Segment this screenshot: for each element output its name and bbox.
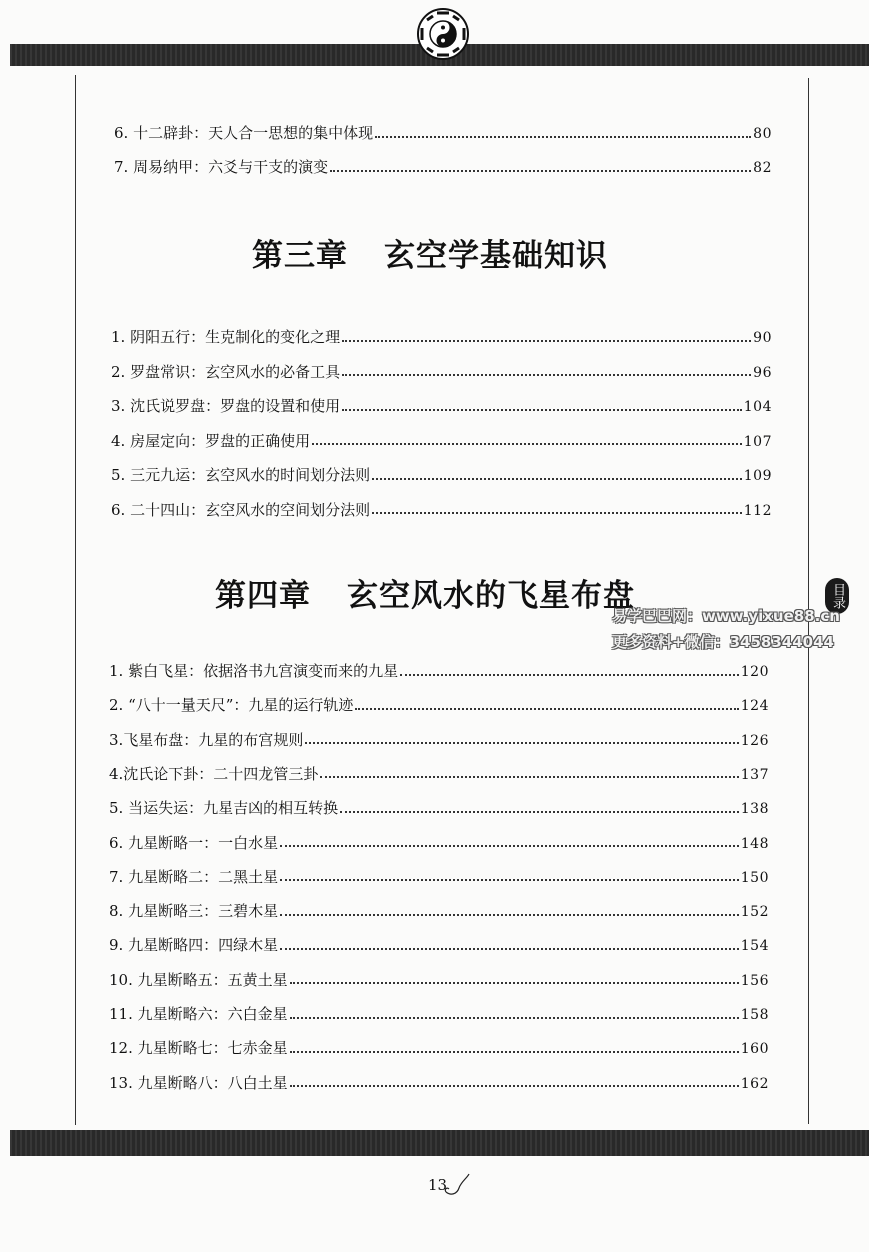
toc-entry-page: 120	[740, 664, 769, 680]
toc-entry-page: 150	[740, 869, 769, 886]
toc-entry-title: 11. 九星断略六：六白金星	[109, 1005, 288, 1023]
toc-entry-title: 2. 罗盘常识：玄空风水的必备工具	[111, 362, 341, 381]
toc-entry	[109, 763, 769, 784]
dot-leader	[400, 674, 739, 676]
toc-entry-page: 162	[740, 1075, 769, 1092]
dot-leader	[290, 1085, 739, 1087]
dot-leader	[372, 478, 742, 480]
swirl-ornament-icon	[443, 1172, 471, 1198]
toc-entry-title: 12. 九星断略七：七赤金星	[109, 1039, 288, 1058]
toc-entry	[109, 866, 769, 887]
dot-leader	[290, 1051, 739, 1053]
dot-leader	[280, 914, 739, 916]
toc-entry-page: 160	[740, 1041, 769, 1058]
toc-entry-page: 82	[753, 160, 772, 176]
toc-entry-page: 107	[743, 433, 772, 450]
chapter-3-number: 第三章	[252, 238, 348, 274]
watermark-line-1: 易学巴巴网：www.yixue88.cn	[612, 607, 840, 625]
toc-entry	[109, 729, 769, 750]
toc-entry-title: 3. 沈氏说罗盘：罗盘的设置和使用	[111, 397, 341, 415]
toc-entry-page: 152	[740, 904, 769, 921]
toc-entry-title: 1. 紫白飞星：依据洛书九宫演变而来的九星	[109, 662, 399, 680]
dot-leader	[312, 443, 742, 445]
dot-leader	[280, 845, 739, 847]
toc-entry-page: 124	[740, 698, 769, 715]
dot-leader	[280, 879, 739, 881]
watermark-line-2: 更多资料+微信：3458344044	[612, 633, 834, 651]
toc-entry-title: 3.飞星布盘：九星的布宫规则	[109, 730, 304, 749]
toc-entry-page: 80	[753, 126, 772, 142]
dot-leader	[355, 708, 738, 710]
chapter-4-title: 玄空风水的飞星布盘	[347, 578, 635, 614]
toc-entry-title: 5. 三元九运：玄空风水的时间划分法则	[111, 466, 371, 484]
dot-leader	[290, 982, 739, 984]
toc-entry	[111, 430, 772, 451]
toc-entry-title: 10. 九星断略五：五黄土星	[109, 970, 288, 989]
bagua-emblem-icon	[417, 8, 469, 60]
toc-entry-page: 126	[740, 732, 769, 749]
chapter-4-heading	[215, 570, 635, 615]
toc-entry-page: 158	[740, 1007, 769, 1023]
toc-entry-title: 4.沈氏论下卦：二十四龙管三卦	[109, 764, 319, 783]
toc-entry-page: 90	[753, 330, 772, 346]
toc-entry	[111, 395, 772, 416]
toc-entry-title: 7. 九星断略二：二黑土星	[109, 867, 279, 886]
toc-entry-title: 6. 九星断略一：一白水星	[109, 833, 279, 852]
toc-entry-page: 154	[740, 938, 769, 955]
toc-entry	[109, 1072, 769, 1093]
toc-entry-title: 6. 二十四山：玄空风水的空间划分法则	[111, 500, 371, 519]
right-margin-line	[808, 78, 809, 1124]
toc-entry-page: 96	[753, 364, 772, 381]
dot-leader	[320, 776, 738, 778]
toc-entry-title: 7. 周易纳甲：六爻与干支的演变	[114, 158, 329, 176]
toc-entry-title: 13. 九星断略八：八白土星	[109, 1073, 288, 1092]
toc-entry	[111, 361, 772, 382]
toc-entry-page: 148	[740, 835, 769, 852]
toc-entry-title: 4. 房屋定向：罗盘的正确使用	[111, 431, 311, 450]
toc-entry	[111, 499, 772, 520]
toc-entry	[109, 1003, 769, 1024]
dot-leader	[280, 948, 739, 950]
left-margin-line	[75, 75, 76, 1125]
dot-leader	[342, 409, 742, 411]
toc-entry-title: 8. 九星断略三：三碧木星	[109, 902, 279, 921]
chapter-3-title: 玄空学基础知识	[384, 238, 608, 274]
toc-entry-title: 9. 九星断略四：四绿木星	[109, 936, 279, 955]
chapter-4-number: 第四章	[215, 578, 311, 614]
toc-entry	[114, 156, 772, 177]
toc-entry-title: 5. 当运失运：九星吉凶的相互转换	[109, 799, 339, 818]
toc-entry	[111, 326, 772, 347]
toc-entry-page: 137	[740, 766, 769, 783]
page-number: 13	[428, 1176, 448, 1194]
toc-entry-page: 104	[743, 399, 772, 415]
toc-entry-title: 6. 十二辟卦：天人合一思想的集中体现	[114, 124, 374, 142]
dot-leader	[290, 1017, 739, 1019]
toc-entry-page: 156	[740, 972, 769, 989]
toc-entry	[109, 900, 769, 921]
dot-leader	[305, 742, 738, 744]
toc-entry	[109, 832, 769, 853]
toc-entry-title: 2. “八十一量天尺”：九星的运行轨迹	[109, 696, 354, 715]
toc-entry-page: 138	[740, 801, 769, 818]
dot-leader	[340, 811, 739, 813]
dot-leader	[342, 340, 751, 342]
dot-leader	[330, 170, 751, 172]
toc-entry	[109, 934, 769, 955]
toc-entry	[109, 1037, 769, 1058]
dot-leader	[375, 136, 751, 138]
chapter-3-heading	[252, 230, 608, 275]
toc-entry-page: 109	[743, 468, 772, 484]
toc-entry	[109, 969, 769, 990]
toc-entry	[114, 122, 772, 143]
dot-leader	[342, 374, 751, 376]
toc-entry	[109, 660, 769, 681]
toc-entry-title: 1. 阴阳五行：生克制化的变化之理	[111, 328, 341, 346]
toc-entry-page: 112	[743, 502, 772, 519]
dot-leader	[372, 512, 742, 514]
toc-side-tab: 目录	[825, 578, 849, 614]
footer-band	[10, 1130, 869, 1156]
toc-entry	[109, 694, 769, 715]
toc-entry	[109, 797, 769, 818]
toc-entry	[111, 464, 772, 485]
